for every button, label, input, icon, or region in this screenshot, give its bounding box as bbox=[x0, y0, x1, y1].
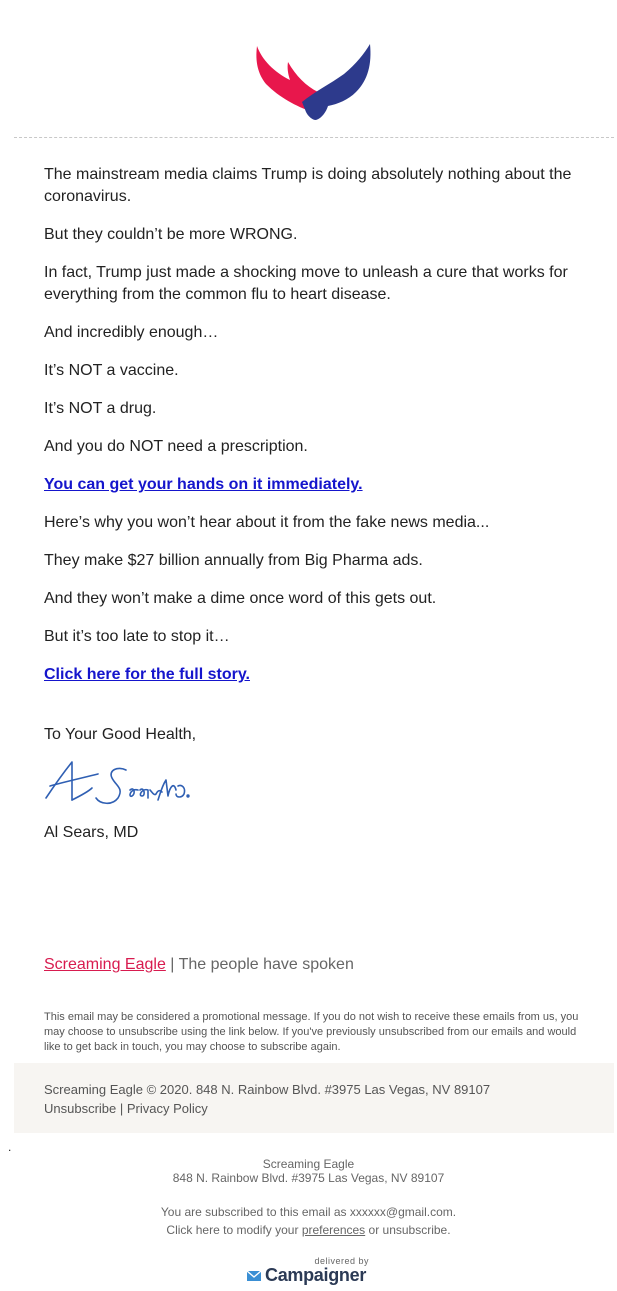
modify-preferences bbox=[0, 1223, 617, 1237]
tagline-separator: | bbox=[165, 956, 179, 973]
subscriber-email: xxxxxx@gmail.com. bbox=[349, 1205, 457, 1219]
body-paragraph: And incredibly enough… bbox=[44, 324, 219, 341]
footer-links bbox=[44, 1099, 208, 1118]
footer-address: Screaming Eagle © 2020. 848 N. Rainbow Blvd. #3975 Las Vegas, NV 89107 bbox=[44, 1082, 491, 1097]
sender-name: Screaming Eagle bbox=[262, 1157, 355, 1171]
body-paragraph: Here’s why you won’t hear about it from the fake news media... bbox=[44, 514, 490, 531]
delivered-by-label: delivered by bbox=[314, 1256, 369, 1266]
stray-dot: . bbox=[8, 1140, 12, 1154]
footer bbox=[14, 1063, 614, 1133]
get-it-now-link[interactable]: You can get your hands on it immediately. bbox=[44, 476, 363, 493]
signature bbox=[42, 756, 192, 815]
signature-icon bbox=[42, 756, 192, 810]
body-paragraph: It’s NOT a vaccine. bbox=[44, 362, 179, 379]
tagline-text: The people have spoken bbox=[178, 956, 354, 973]
body-paragraph: The mainstream media claims Trump is doing absolutely nothing about the coronavirus. bbox=[44, 166, 572, 205]
body-paragraph: They make $27 billion annually from Big Pharma ads. bbox=[44, 552, 423, 569]
campaigner-logo bbox=[246, 1265, 366, 1286]
campaigner-badge[interactable] bbox=[246, 1256, 372, 1286]
signer-name: Al Sears, MD bbox=[44, 824, 139, 841]
body-paragraph bbox=[44, 664, 589, 686]
unsubscribe-link[interactable]: Unsubscribe bbox=[44, 1101, 117, 1116]
envelope-icon bbox=[246, 1270, 262, 1282]
body-paragraph: But they couldn’t be more WRONG. bbox=[44, 226, 298, 243]
body-paragraph: It’s NOT a drug. bbox=[44, 400, 157, 417]
body-paragraph: But it’s too late to stop it… bbox=[44, 628, 230, 645]
modify-suffix: or unsubscribe. bbox=[365, 1223, 451, 1237]
sign-off: To Your Good Health, bbox=[44, 726, 197, 743]
eagle-logo-icon bbox=[252, 40, 376, 124]
tagline bbox=[44, 954, 354, 976]
header-divider bbox=[14, 137, 614, 138]
brand-link[interactable]: Screaming Eagle bbox=[44, 956, 166, 973]
body-paragraph: In fact, Trump just made a shocking move to unleash a cure that works for everything from the common flu to heart disease. bbox=[44, 264, 568, 303]
sender-address: 848 N. Rainbow Blvd. #3975 Las Vegas, NV 89107 bbox=[172, 1171, 445, 1185]
full-story-link[interactable]: Click here for the full story. bbox=[44, 666, 250, 683]
modify-prefix: Click here to modify your bbox=[166, 1223, 302, 1237]
privacy-policy-link[interactable]: Privacy Policy bbox=[126, 1101, 208, 1116]
body-paragraph bbox=[44, 474, 589, 496]
disclaimer: This email may be considered a promotional message. If you do not wish to receive these emails from us, you may choose to unsubscribe using the link below. If you've previously unsubscribed from our emails and would like to get back in touch, you may choose to subscribe again. bbox=[44, 1011, 579, 1053]
body-paragraph: And they won’t make a dime once word of this gets out. bbox=[44, 590, 437, 607]
body-paragraph: And you do NOT need a prescription. bbox=[44, 438, 308, 455]
footer-separator: | bbox=[116, 1101, 127, 1116]
email-body bbox=[44, 164, 589, 702]
campaigner-name: Campaigner bbox=[265, 1265, 367, 1285]
preferences-link[interactable]: preferences bbox=[301, 1223, 366, 1237]
subscription-notice bbox=[0, 1205, 617, 1219]
subscribed-prefix: You are subscribed to this email as bbox=[160, 1205, 350, 1219]
logo bbox=[0, 40, 617, 124]
